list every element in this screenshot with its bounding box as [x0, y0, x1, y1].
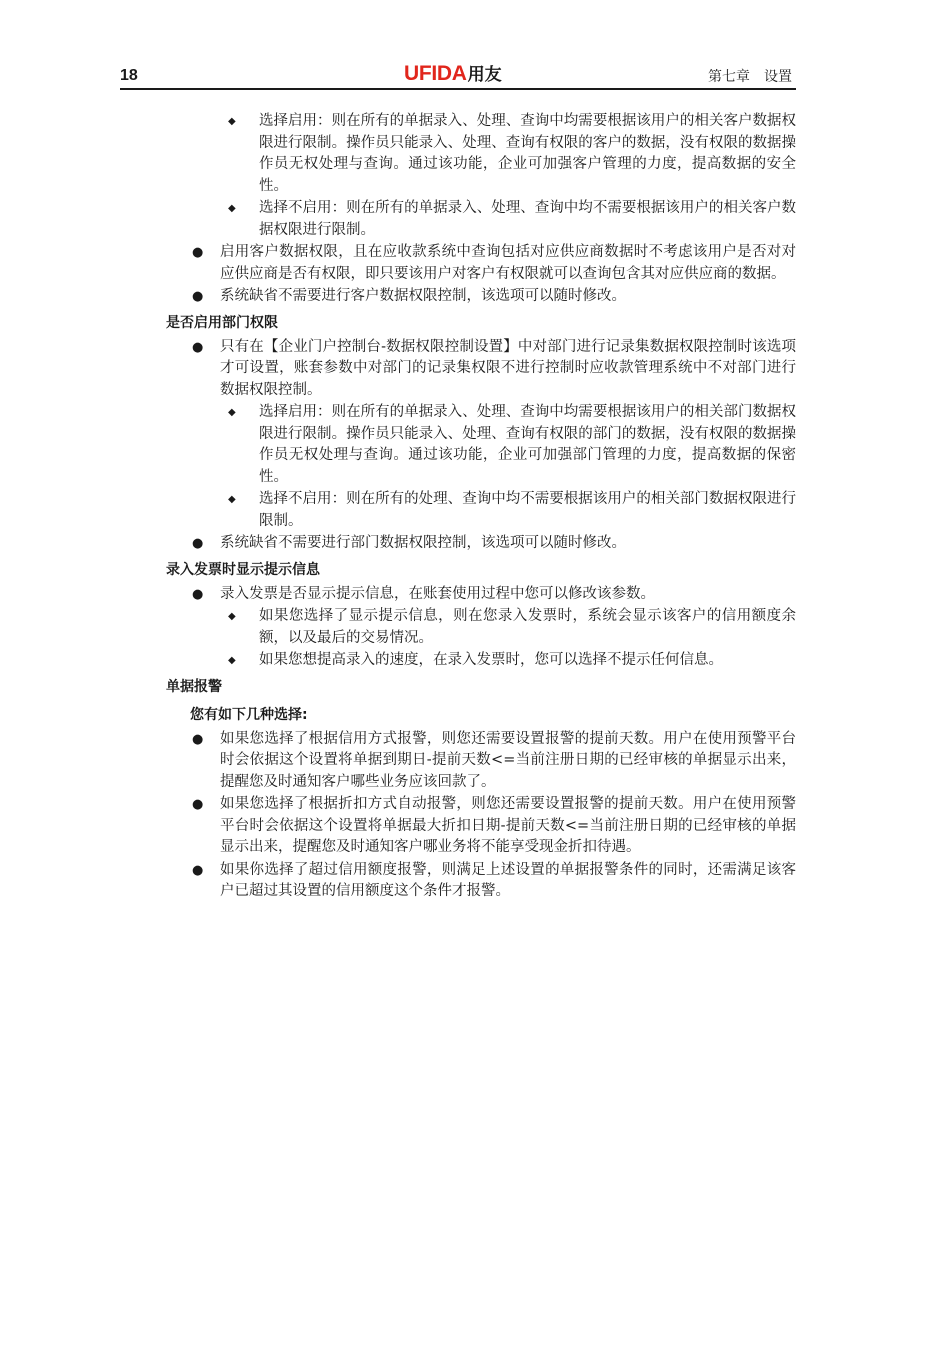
diamond-bullet-icon: ◆: [228, 116, 236, 127]
diamond-list-item: [166, 111, 796, 197]
diamond-list-item: [166, 198, 796, 241]
bullet-list-item: [166, 860, 796, 903]
brand-logo: [404, 62, 502, 87]
chapter-title: 第七章 设置: [708, 69, 792, 85]
diamond-list-item: [166, 489, 796, 532]
list-item-text: 选择不启用：则在所有的单据录入、处理、查询中均不需要根据该用户的相关客户数据权限进行限制。: [259, 200, 796, 238]
page-header: [120, 62, 796, 90]
bullet-list-item: [166, 337, 796, 402]
list-item-text: 录入发票是否显示提示信息，在账套使用过程中您可以修改该参数。: [220, 585, 655, 602]
bullet-list-item: [166, 794, 796, 859]
round-bullet-icon: ●: [192, 797, 204, 812]
list-item-text: 只有在【企业门户控制台-数据权限控制设置】中对部门进行记录集数据权限控制时该选项才可设置，账套参数中对部门的记录集权限不进行控制时应收款管理系统中不对部门进行数据权限控制。: [220, 338, 796, 398]
list-item-text: 如果您想提高录入的速度，在录入发票时，您可以选择不提示任何信息。: [259, 652, 723, 668]
diamond-bullet-icon: ◆: [228, 203, 236, 214]
round-bullet-icon: ●: [192, 536, 204, 551]
round-bullet-icon: ●: [192, 731, 204, 747]
brand-logo-latin: UFIDA: [404, 62, 467, 85]
header-rule: [120, 88, 796, 90]
diamond-bullet-icon: ◆: [228, 611, 236, 622]
list-item-text: 选择不启用：则在所有的处理、查询中均不需要根据该用户的相关部门数据权限进行限制。: [259, 491, 796, 529]
round-bullet-icon: ●: [192, 862, 204, 878]
list-item-text: 选择启用：则在所有的单据录入、处理、查询中均需要根据该用户的相关客户数据权限进行限制。操作员只能录入、处理、查询有权限的客户的数据，没有权限的数据操作员无权处理与查询。通过该功能，企业可加强客户管理的力度，提高数据的安全性。: [259, 113, 796, 194]
list-item-text: 如果你选择了超过信用额度报警，则满足上述设置的单据报警条件的同时，还需满足该客户已超过其设置的信用额度这个条件才报警。: [220, 861, 796, 899]
bullet-list-item: [166, 584, 796, 606]
section-subheading: 您有如下几种选择:: [190, 706, 308, 723]
page-number: 18: [120, 67, 138, 84]
round-bullet-icon: ●: [192, 339, 204, 355]
bullet-list-item: [166, 729, 796, 794]
list-item-text: 如果您选择了根据折扣方式自动报警，则您还需要设置报警的提前天数。用户在使用预警平台时会依据这个设置将单据最大折扣日期-提前天数<=当前注册日期的已经审核的单据显示出来，提醒您及时通知客户哪业务将不能享受现金折扣待遇。: [220, 796, 796, 855]
section-heading: 单据报警: [166, 678, 222, 695]
section-heading: 录入发票时显示提示信息: [166, 561, 320, 578]
diamond-bullet-icon: ◆: [228, 655, 236, 666]
list-item-text: 系统缺省不需要进行部门数据权限控制，该选项可以随时修改。: [220, 535, 626, 551]
diamond-bullet-icon: ◆: [228, 407, 236, 418]
list-item-text: 选择启用：则在所有的单据录入、处理、查询中均需要根据该用户的相关部门数据权限进行限制。操作员只能录入、处理、查询有权限的部门的数据，没有权限的数据操作员无权处理与查询。通过该功能，企业可加强部门管理的力度，提高数据的保密性。: [259, 404, 796, 485]
diamond-list-item: [166, 650, 796, 672]
diamond-list-item: [166, 606, 796, 649]
list-item-text: 如果您选择了显示提示信息，则在您录入发票时，系统会显示该客户的信用额度余额，以及最后的交易情况。: [259, 608, 796, 646]
list-item-text: 启用客户数据权限，且在应收款系统中查询包括对应供应商数据时不考虑该用户是否对对应供应商是否有权限，即只要该用户对客户有权限就可以查询包含其对应供应商的数据。: [220, 244, 796, 282]
page-body: [166, 110, 796, 903]
diamond-bullet-icon: ◆: [228, 494, 236, 505]
bullet-list-item: [166, 242, 796, 285]
diamond-list-item: [166, 402, 796, 488]
round-bullet-icon: ●: [192, 586, 204, 602]
list-item-text: 如果您选择了根据信用方式报警，则您还需要设置报警的提前天数。用户在使用预警平台时会依据这个设置将单据到期日-提前天数<=当前注册日期的已经审核的单据显示出来，提醒您及时通知客户哪些业务应该回款了。: [220, 730, 796, 790]
section-heading: 是否启用部门权限: [166, 314, 278, 331]
round-bullet-icon: ●: [192, 245, 204, 260]
brand-logo-chinese: 用友: [467, 65, 502, 85]
list-item-text: 系统缺省不需要进行客户数据权限控制，该选项可以随时修改。: [220, 288, 626, 304]
bullet-list-item: [166, 533, 796, 555]
bullet-list-item: [166, 286, 796, 308]
round-bullet-icon: ●: [192, 289, 204, 304]
